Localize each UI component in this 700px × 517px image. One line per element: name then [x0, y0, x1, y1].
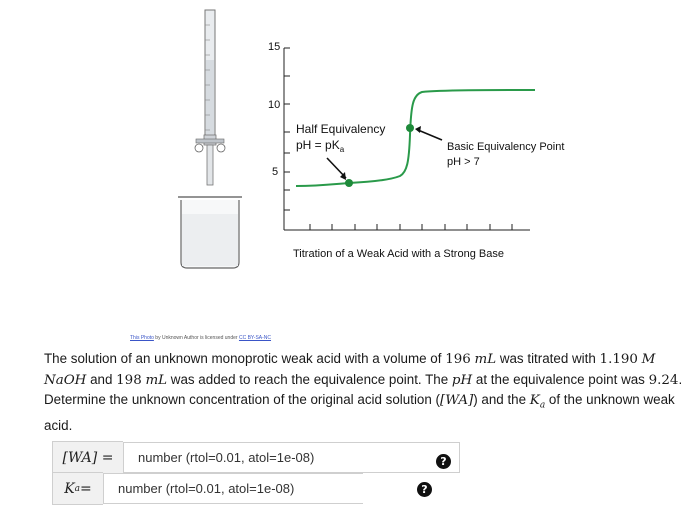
credit-text: by Unknown Author is licensed under — [153, 335, 239, 341]
credit-link[interactable]: This Photo — [130, 335, 154, 341]
wa-input[interactable]: number (rtol=0.01, atol=1e-08) — [123, 442, 460, 473]
basic-equivalency-ph-label: pH > 7 — [447, 156, 480, 168]
burette-illustration — [195, 10, 225, 185]
image-credit — [130, 335, 271, 341]
equivalence-point — [406, 124, 414, 132]
half-equivalence-point — [345, 179, 353, 187]
wa-label: [WA] = — [52, 441, 123, 474]
ka-label: K a = — [52, 472, 103, 505]
ka-input[interactable]: number (rtol=0.01, atol=1e-08) — [103, 473, 363, 504]
half-equivalency-label: Half Equivalency — [296, 122, 386, 136]
license-link[interactable]: CC BY-SA-NC — [238, 335, 272, 341]
half-equivalency-ph-label: pH = $pK_a$ — [296, 138, 345, 154]
answer-row-wa — [52, 441, 460, 474]
basic-equivalency-arrow — [415, 126, 442, 140]
wa-help-icon[interactable]: ? — [436, 454, 451, 469]
ka-help-icon[interactable]: ? — [417, 482, 432, 497]
y-tick-label-15: 15 — [268, 41, 281, 53]
beaker-illustration — [178, 197, 242, 268]
answer-row-ka — [52, 472, 363, 505]
y-tick-label-5: 5 — [272, 166, 279, 178]
question-text: The solution of an unknown monoprotic weak acid with a volume of 196 mL was titrated with 1.190 M NaOH and 198 mL was added to reach the equivalence point. The pH at the equivalence point was 9.24. Determine the unknown concentration of the original acid solution ([WA]) and the $K_a$ of the unknown weak acid. — [44, 351, 683, 434]
basic-equivalency-label: Basic Equivalency Point — [447, 141, 565, 153]
diagram-caption: Titration of a Weak Acid with a Strong Base — [293, 248, 504, 260]
half-equivalency-arrow — [327, 158, 346, 180]
y-tick-label-10: 10 — [268, 99, 281, 111]
